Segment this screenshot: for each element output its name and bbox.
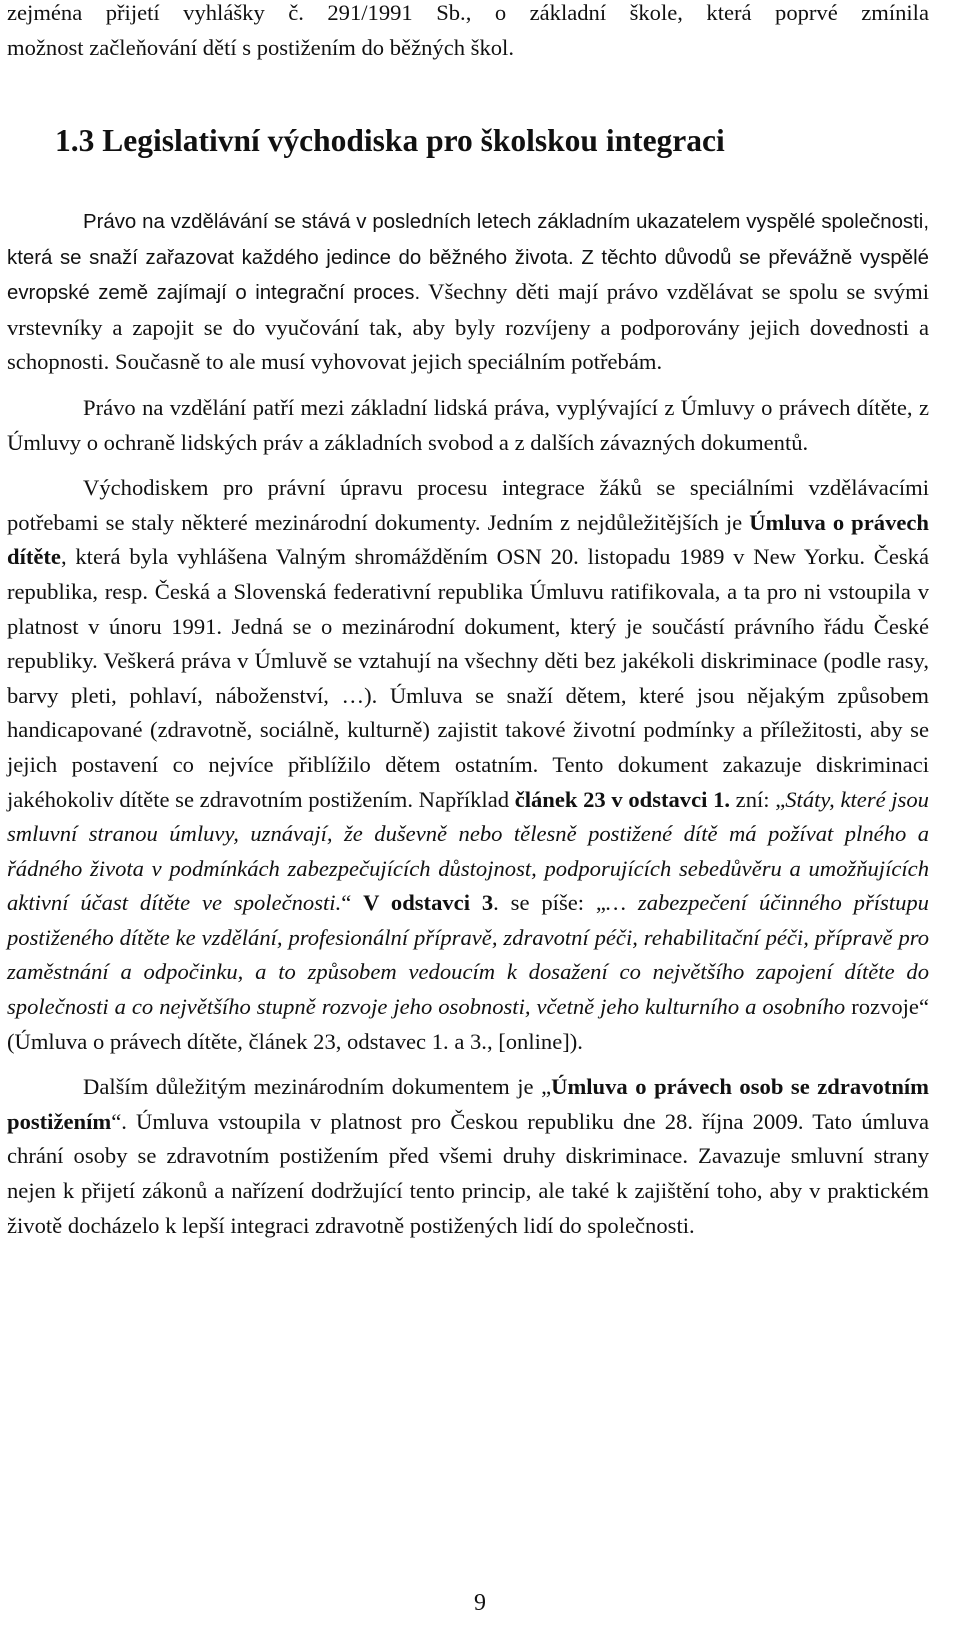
p3-bold-convention: Úmluva o právech dítěte xyxy=(7,509,929,570)
p4-bold-convention: Úmluva o právech osob se zdravotním postižením xyxy=(7,1074,929,1134)
intro-line-2: možnost začleňování dětí s postižením do běžných škol. xyxy=(7,34,514,60)
p3-text-5: . se píše: „ xyxy=(493,890,606,916)
p3-quote-1: Státy, které jsou smluvní stranou úmluvy, uznávají, že duševně nebo tělesně postižené dítě má požívat plného a řádného života v podmínkách zabezpečujících důstojnost, podporujících sebedůvěru a umožňujících aktivní účast dítěte ve společnosti. xyxy=(7,786,929,916)
p3-bold-article: článek 23 v odstavci 1. xyxy=(514,786,731,812)
body-text xyxy=(7,204,929,1243)
paragraph-2: Právo na vzdělání patří mezi základní lidská práva, vyplývající z Úmluvy o právech dítěte, z Úmluvy o ochraně lidských práv a základních svobod a z dalších závazných dokumentů. xyxy=(7,394,929,455)
p3-text-6: rozvoje“ (Úmluva o právech dítěte, článek 23, odstavec 1. a 3., [online]). xyxy=(7,994,929,1054)
page-number: 9 xyxy=(474,1590,486,1616)
p3-text-3: zní: „ xyxy=(730,786,786,812)
p4-text-2: “. Úmluva vstoupila v platnost pro Českou republiku dne 28. října 2009. Tato úmluva chrání osoby se zdravotním postižením před všemi druhy diskriminace. xyxy=(7,1108,929,1169)
intro-paragraph xyxy=(7,0,929,65)
p4-text-1: Dalším důležitým mezinárodním dokumentem je „ xyxy=(83,1074,552,1100)
paragraph-1 xyxy=(7,204,929,380)
p3-bold-paragraph: V odstavci 3 xyxy=(363,890,494,916)
paragraph-1-continued: Všechny děti mají právo vzdělávat se spolu se svými vrstevníky a zapojit se do vyučování tak, aby byly rozvíjeny a podporovány jejich dovednosti a schopnosti. Současně to ale musí vyhovovat jejich speciálním potřebám. xyxy=(7,279,929,375)
p3-text-1: Východiskem pro právní úpravu procesu integrace žáků se speciálními vzdělávacími potřebami se staly některé mezinárodní dokumenty. Jedním z nejdůležitějších je xyxy=(7,475,929,535)
intro-line-1: zejména přijetí vyhlášky č. 291/1991 Sb., o základní škole, která poprvé zmínila xyxy=(7,0,929,25)
section-heading: 1.3 Legislativní východiska pro školskou integraci xyxy=(55,123,725,158)
paragraph-3 xyxy=(7,471,929,1059)
paragraph-1-sans-text: Právo na vzdělávání se stává v posledních letech základním ukazatelem vyspělé společnosti, která se snaží zařazovat každého jedince do běžného života. Z těchto důvodů se převážně vyspělé evropské země zajímají o integrační proces. xyxy=(7,211,929,305)
p3-quote-2: … zabezpečení účinného přístupu postiženého dítěte ke vzdělání, profesionální přípravě, zdravotní péči, rehabilitační péči, přípravě pro zaměstnání a odpočinku, a to způsobem vedoucím k dosažení co největšího zapojení dítěte do společnosti a co největšího stupně rozvoje jeho osobnosti, včetně jeho kulturního a osobního xyxy=(7,890,929,1020)
p3-text-2: , která byla vyhlášena Valným shromážděním OSN 20. listopadu 1989 v New Yorku. Česká republika, resp. Česká a Slovenská federativní republika Úmluvu ratifikovala, a ta pro ni vstoupila v platnost v únoru 1991. Jedná se o mezinárodní dokument, který je součástí právního řádu České republiky. Veškerá práva v Úmluvě se vztahují na všechny děti bez jakékoli diskriminace (podle rasy, barvy pleti, pohlaví, náboženství, …). Úmluva se snaží dětem, které jsou nějakým způsobem handicapované (zdravotně, sociálně, kulturně) zajistit takové životní podmínky a příležitosti, aby se jejich postavení co nejvíce přiblížilo dětem ostatním. Tento dokument zakazuje diskriminaci jakéhokoliv dítěte se zdravotním postižením. Například xyxy=(7,544,929,812)
p3-text-4: “ xyxy=(341,890,364,916)
paragraph-4 xyxy=(7,1070,929,1243)
p4-text-3: Zavazuje smluvní strany nejen k přijetí zákonů a nařízení dodržující tento princip, ale také k zajištění toho, aby v praktickém životě docházelo k lepší integraci zdravotně postižených lidí do společnosti. xyxy=(7,1143,929,1238)
